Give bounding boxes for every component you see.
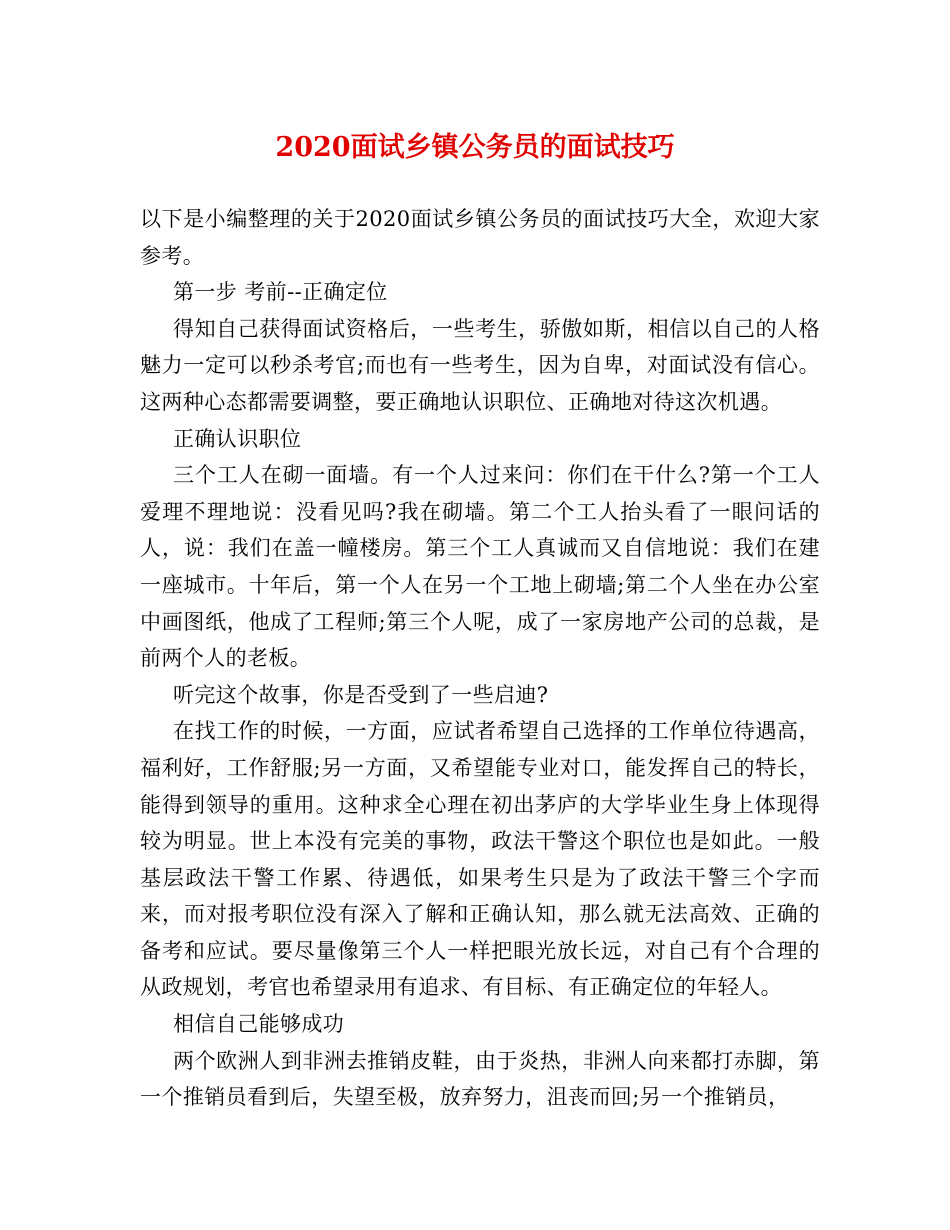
paragraph-mindset: 得知自己获得面试资格后，一些考生，骄傲如斯，相信以自己的人格魅力一定可以秒杀考官;而也有一些考生，因为自卑，对面试没有信心。这两种心态都需要调整，要正确地认识职位、正确地对待这次机遇。 [140,316,820,414]
document-body [140,201,820,1116]
document-title: 2020面试乡镇公务员的面试技巧 [275,132,675,163]
paragraph-shoe-salesmen: 两个欧洲人到非洲去推销皮鞋，由于炎热，非洲人向来都打赤脚，第一个推销员看到后，失望至极，放弃努力，沮丧而回;另一个推销员， [140,1048,820,1110]
subheading-know-position: 正确认识职位 [173,426,302,451]
subheading-believe-success: 相信自己能够成功 [173,1012,345,1037]
paragraph-three-workers-story: 三个工人在砌一面墙。有一个人过来问：你们在干什么?第一个工人爱理不理地说：没看见吗?我在砌墙。第二个工人抬头看了一眼问话的人，说：我们在盖一幢楼房。第三个工人真诚而又自信地说：我们在建一座城市。十年后，第一个人在另一个工地上砌墙;第二个人坐在办公室中画图纸，他成了工程师;第三个人呢，成了一家房地产公司的总裁，是前两个人的老板。 [140,463,820,671]
section-heading-step-one: 第一步 考前--正确定位 [173,280,388,305]
paragraph-job-search: 在找工作的时候，一方面，应试者希望自己选择的工作单位待遇高，福利好，工作舒服;另一方面，又希望能专业对口，能发挥自己的特长，能得到领导的重用。这种求全心理在初出茅庐的大学毕业生身上体现得较为明显。世上本没有完美的事物，政法干警这个职位也是如此。一般基层政法干警工作累、待遇低，如果考生只是为了政法干警三个字而来，而对报考职位没有深入了解和正确认知，那么就无法高效、正确的备考和应试。要尽量像第三个人一样把眼光放长远，对自己有个合理的从政规划，考官也希望录用有追求、有目标、有正确定位的年轻人。 [140,719,820,1000]
paragraph-question: 听完这个故事，你是否受到了一些启迪? [173,682,549,707]
paragraph-intro: 以下是小编整理的关于2020面试乡镇公务员的面试技巧大全，欢迎大家参考。 [140,207,820,268]
